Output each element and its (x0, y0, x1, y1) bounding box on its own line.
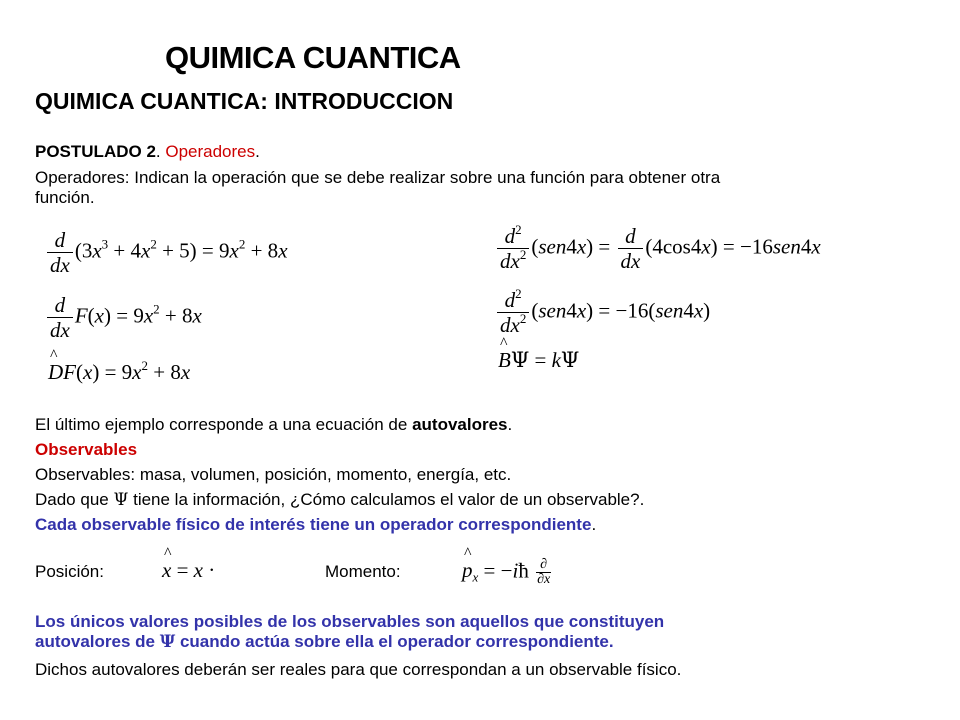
postulado-line (35, 142, 260, 162)
observables-list: Observables: masa, volumen, posición, momento, energía, etc. (35, 465, 512, 484)
psi-symbol-2: Ψ (159, 632, 176, 652)
observables-heading: Observables (35, 440, 138, 459)
intro-line-2: función. (35, 188, 95, 207)
autovalores-term: autovalores (412, 415, 508, 434)
postulado-name: Operadores (165, 142, 256, 161)
intro-line-1: Operadores: Indican la operación que se debe realizar sobre una función para obtener otra (35, 168, 721, 187)
momento-operator: p ^ $_x$ = −iħ $\frac{\partial}{\partial x}$ (462, 545, 551, 587)
dichos-line: Dichos autovalores deberán ser reales para que correspondan a un observable físico. (35, 660, 682, 679)
postulado-end: . (255, 142, 260, 161)
unicos-paragraph: Los únicos valores posibles de los observables son aquellos que constituyen autovalores de Ψ cuando actúa sobre ella el operador correspondiente. (35, 612, 665, 652)
postulado-label: POSTULADO 2 (35, 142, 156, 161)
dado-line: Dado que Ψ tiene la información, ¿Cómo calculamos el valor de un observable?. (35, 490, 645, 510)
equation-left-1: $\frac{d}{dx}$ $(3x^3 + 4x^2 + 5) = 9x^2 + 8x$ (45, 228, 288, 277)
section-subtitle: QUIMICA CUANTICA: INTRODUCCION (35, 88, 454, 114)
equation-right-2: $\frac{d^2}{dx^2}$ (sen4x) = −16(sen4x) (495, 288, 710, 337)
autovalores-line: El último ejemplo corresponde a una ecuación de autovalores. (35, 415, 513, 434)
equation-right-3: B ^ Ψ = kΨ (498, 335, 580, 372)
posicion-operator: x ^ = x · (162, 545, 216, 582)
page-title: QUIMICA CUANTICA (165, 40, 461, 75)
momento-label: Momento: (325, 562, 401, 581)
intro-paragraph (35, 168, 925, 208)
psi-symbol: Ψ (113, 490, 129, 510)
cada-line: Cada observable físico de interés tiene un operador correspondiente. (35, 515, 597, 534)
posicion-label: Posición: (35, 562, 104, 581)
equation-right-1: $\frac{d^2}{dx^2}$ (sen4x) = $\frac{d}{dx}$ (4cos4x) = −16sen4x (495, 224, 821, 273)
postulado-sep: . (155, 142, 166, 161)
equation-left-2: $\frac{d}{dx}$ $F(x) = 9x^2 + 8x$ (45, 293, 202, 342)
equation-left-3: D ^ $F(x) = 9x^2 + 8x$ (48, 347, 191, 384)
